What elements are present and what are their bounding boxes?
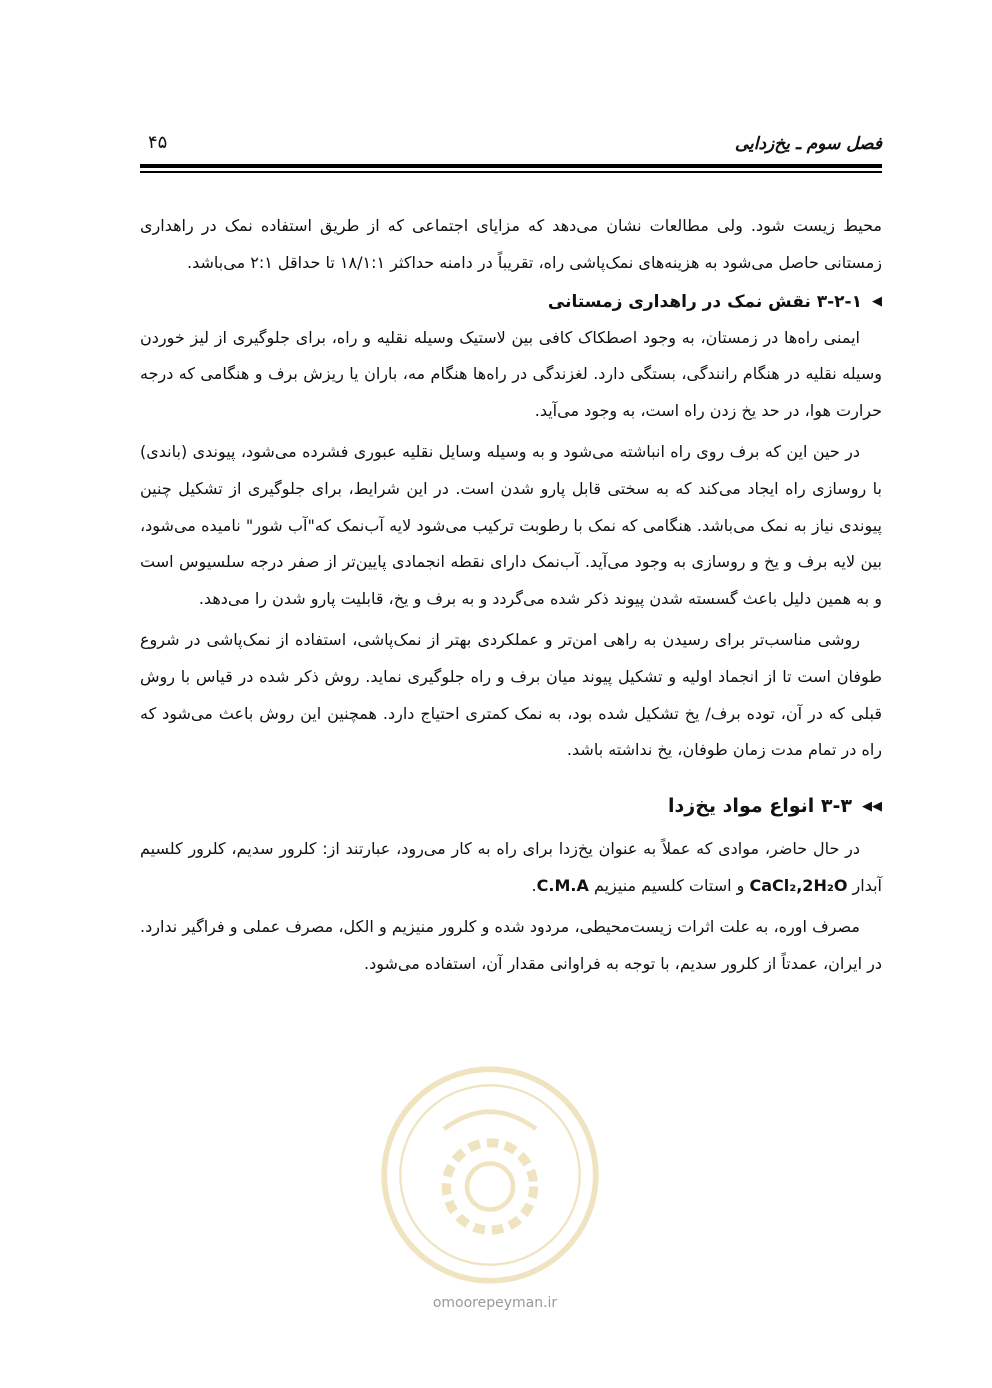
section-1-paragraph: در حین این که برف روی راه انباشته می‌شود و به وسیله وسایل نقلیه عبوری فشرده می‌شود، پیوندی (باندی) با روسازی راه ایجاد می‌کند که به سختی قابل پارو شدن است. در این شرایط، برای جلوگیری از تشکیل چنین پیوندی نیاز به نمک می‌باشد. هنگامی که نمک با رطوبت ترکیب می‌شود لایه آب‌نمک که"آب شور" نامیده می‌شود، بین لایه برف و یخ و روسازی به وجود می‌آید. آب‌نمک دارای نقطه انجمادی پایین‌تر از صفر درجه سلسیوس است و به همین دلیل باعث گسسته شدن پیوند ذکر شده می‌گردد و به برف و یخ، قابلیت پارو شدن را می‌دهد.	[140, 441, 882, 609]
chemical-formula: CaCl₂,2H₂O	[749, 875, 848, 895]
abbreviation: C.M.A	[536, 875, 589, 895]
section-2-paragraph: مصرف اوره، به علت اثرات زیست‌محیطی، مردود شده و کلرور منیزیم و الکل، مصرف عملی و فراگیر ندارد. در ایران، عمدتاً از کلرور سدیم، با توجه به فراوانی مقدار آن، استفاده می‌شود.	[140, 916, 882, 973]
section-2-paragraph	[140, 831, 882, 905]
page-number: ۴۵	[148, 132, 168, 153]
watermark-seal-icon	[375, 1060, 605, 1290]
section-heading-2	[140, 795, 882, 817]
header-rule-thick	[140, 164, 882, 168]
paragraph-text: در حال حاضر، موادی که عملاً به عنوان یخ‌زدا برای راه به کار می‌رود، عبارتند از: کلرور سدیم، کلرور کلسیم آبدار	[140, 839, 882, 895]
page-body	[140, 208, 882, 986]
header-rule-thin	[140, 171, 882, 173]
section-title-1: ۳-۲-۱ نقش نمک در راهداری زمستانی	[547, 291, 862, 312]
section-title-2: ۳-۳ انواع مواد یخ‌زدا	[668, 795, 852, 818]
section-1-paragraph: ایمنی راه‌ها در زمستان، به وجود اصطکاک کافی بین لاستیک وسیله نقلیه و راه، برای جلوگیری از لیز خوردن وسیله نقلیه در هنگام رانندگی، بستگی دارد. لغزندگی در راه‌ها هنگام مه، باران یا ریزش برف و هنگامی که درجه حرارت هوا، در حد یخ زدن راه است، به وجود می‌آید.	[140, 327, 882, 421]
chapter-title: فصل سوم ـ یخ‌زدایی	[734, 134, 882, 154]
section-1-paragraph: روشی مناسب‌تر برای رسیدن به راهی امن‌تر و عملکردی بهتر از نمک‌پاشی، استفاده از نمک‌پاشی در شروع طوفان است تا از انجماد اولیه و تشکیل پیوند میان برف و راه جلوگیری نماید. روش ذکر شده در قیاس با روش قبلی که در آن، توده برف/ یخ تشکیل شده بود، به نمک کمتری احتیاج دارد. همچنین این روش باعث می‌شود که راه در تمام مدت زمان طوفان، یخ نداشته باشد.	[140, 629, 882, 760]
double-triangle-left-icon: ◀◀	[862, 798, 882, 814]
section-heading-1	[140, 292, 882, 312]
intro-paragraph: محیط زیست شود. ولی مطالعات نشان می‌دهد که مزایای اجتماعی که از طریق استفاده نمک در راهداری زمستانی حاصل می‌شود به هزینه‌های نمک‌پاشی راه، تقریباً در دامنه حداکثر ۱۸/۱:۱ تا حداقل ۲:۱ می‌باشد.	[140, 216, 882, 272]
paragraph-text: و استات کلسیم منیزیم	[593, 875, 745, 895]
paragraph-text: .	[531, 875, 537, 895]
triangle-left-icon: ◀	[872, 294, 882, 310]
page-header	[140, 118, 882, 168]
watermark-url: omoorepeyman.ir	[432, 1295, 558, 1311]
